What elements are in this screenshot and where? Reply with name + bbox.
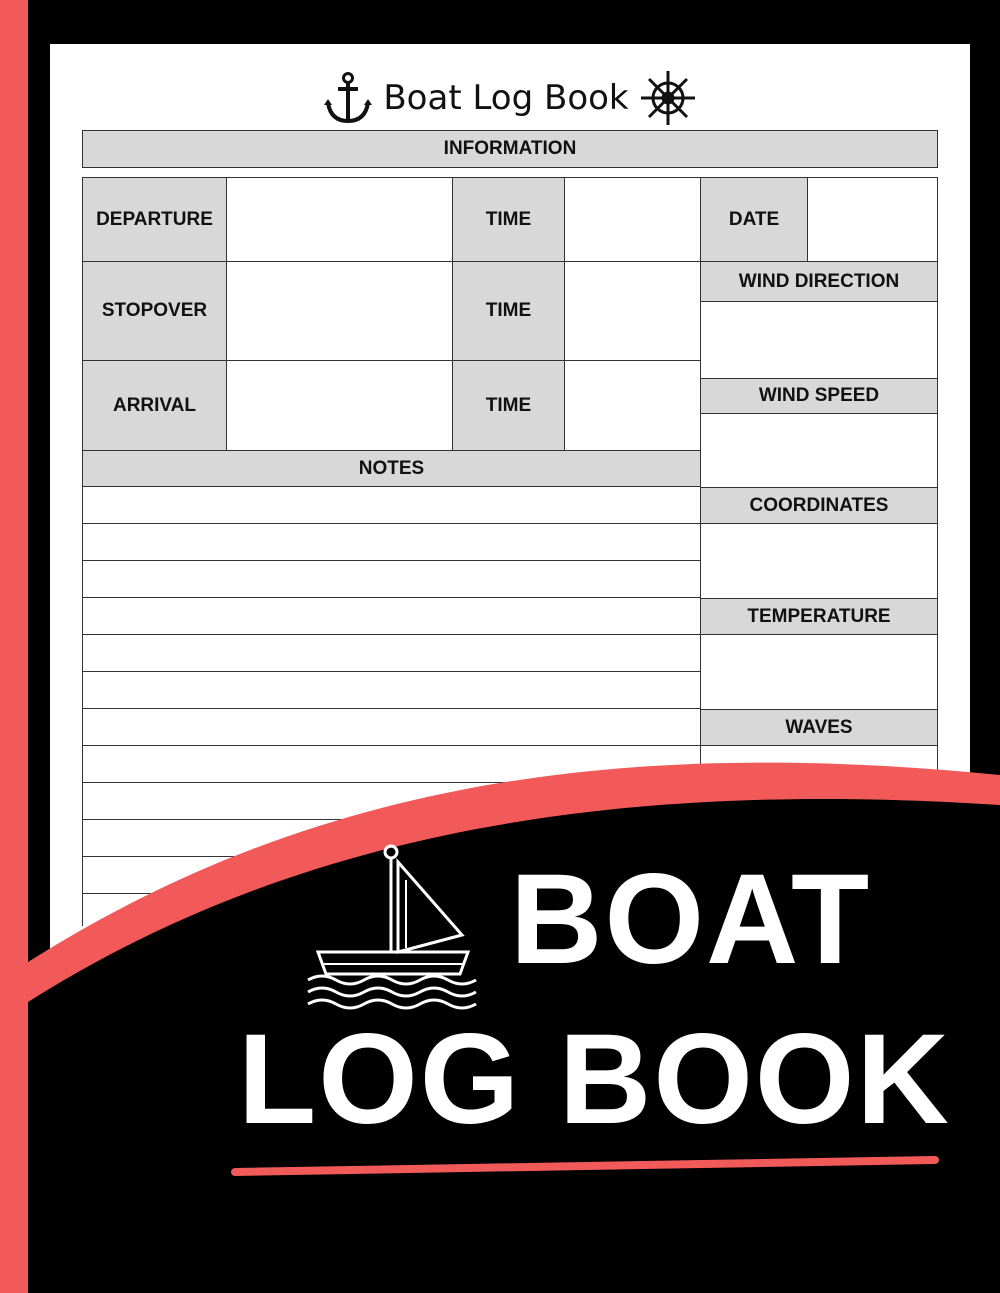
arrival-time-label: TIME [452, 360, 565, 451]
temperature-label: TEMPERATURE [700, 598, 938, 635]
date-label: DATE [700, 177, 808, 262]
waves-label: WAVES [700, 709, 938, 746]
arrival-label: ARRIVAL [82, 360, 227, 451]
stopover-time-label: TIME [452, 261, 565, 361]
coordinates-label: COORDINATES [700, 487, 938, 524]
wind-speed-label: WIND SPEED [700, 378, 938, 414]
departure-time-label: TIME [452, 177, 565, 262]
notes-header: NOTES [82, 450, 701, 487]
sheet-title-text: Boat Log Book [383, 78, 629, 118]
stopover-label: STOPOVER [82, 261, 227, 361]
information-header: INFORMATION [82, 130, 938, 168]
wind-direction-label: WIND DIRECTION [700, 261, 938, 302]
cover-title-line1: BOAT [510, 848, 872, 991]
departure-label: DEPARTURE [82, 177, 227, 262]
cover-title-line2: LOG BOOK [238, 1008, 951, 1151]
sailboat-icon [300, 840, 485, 1015]
